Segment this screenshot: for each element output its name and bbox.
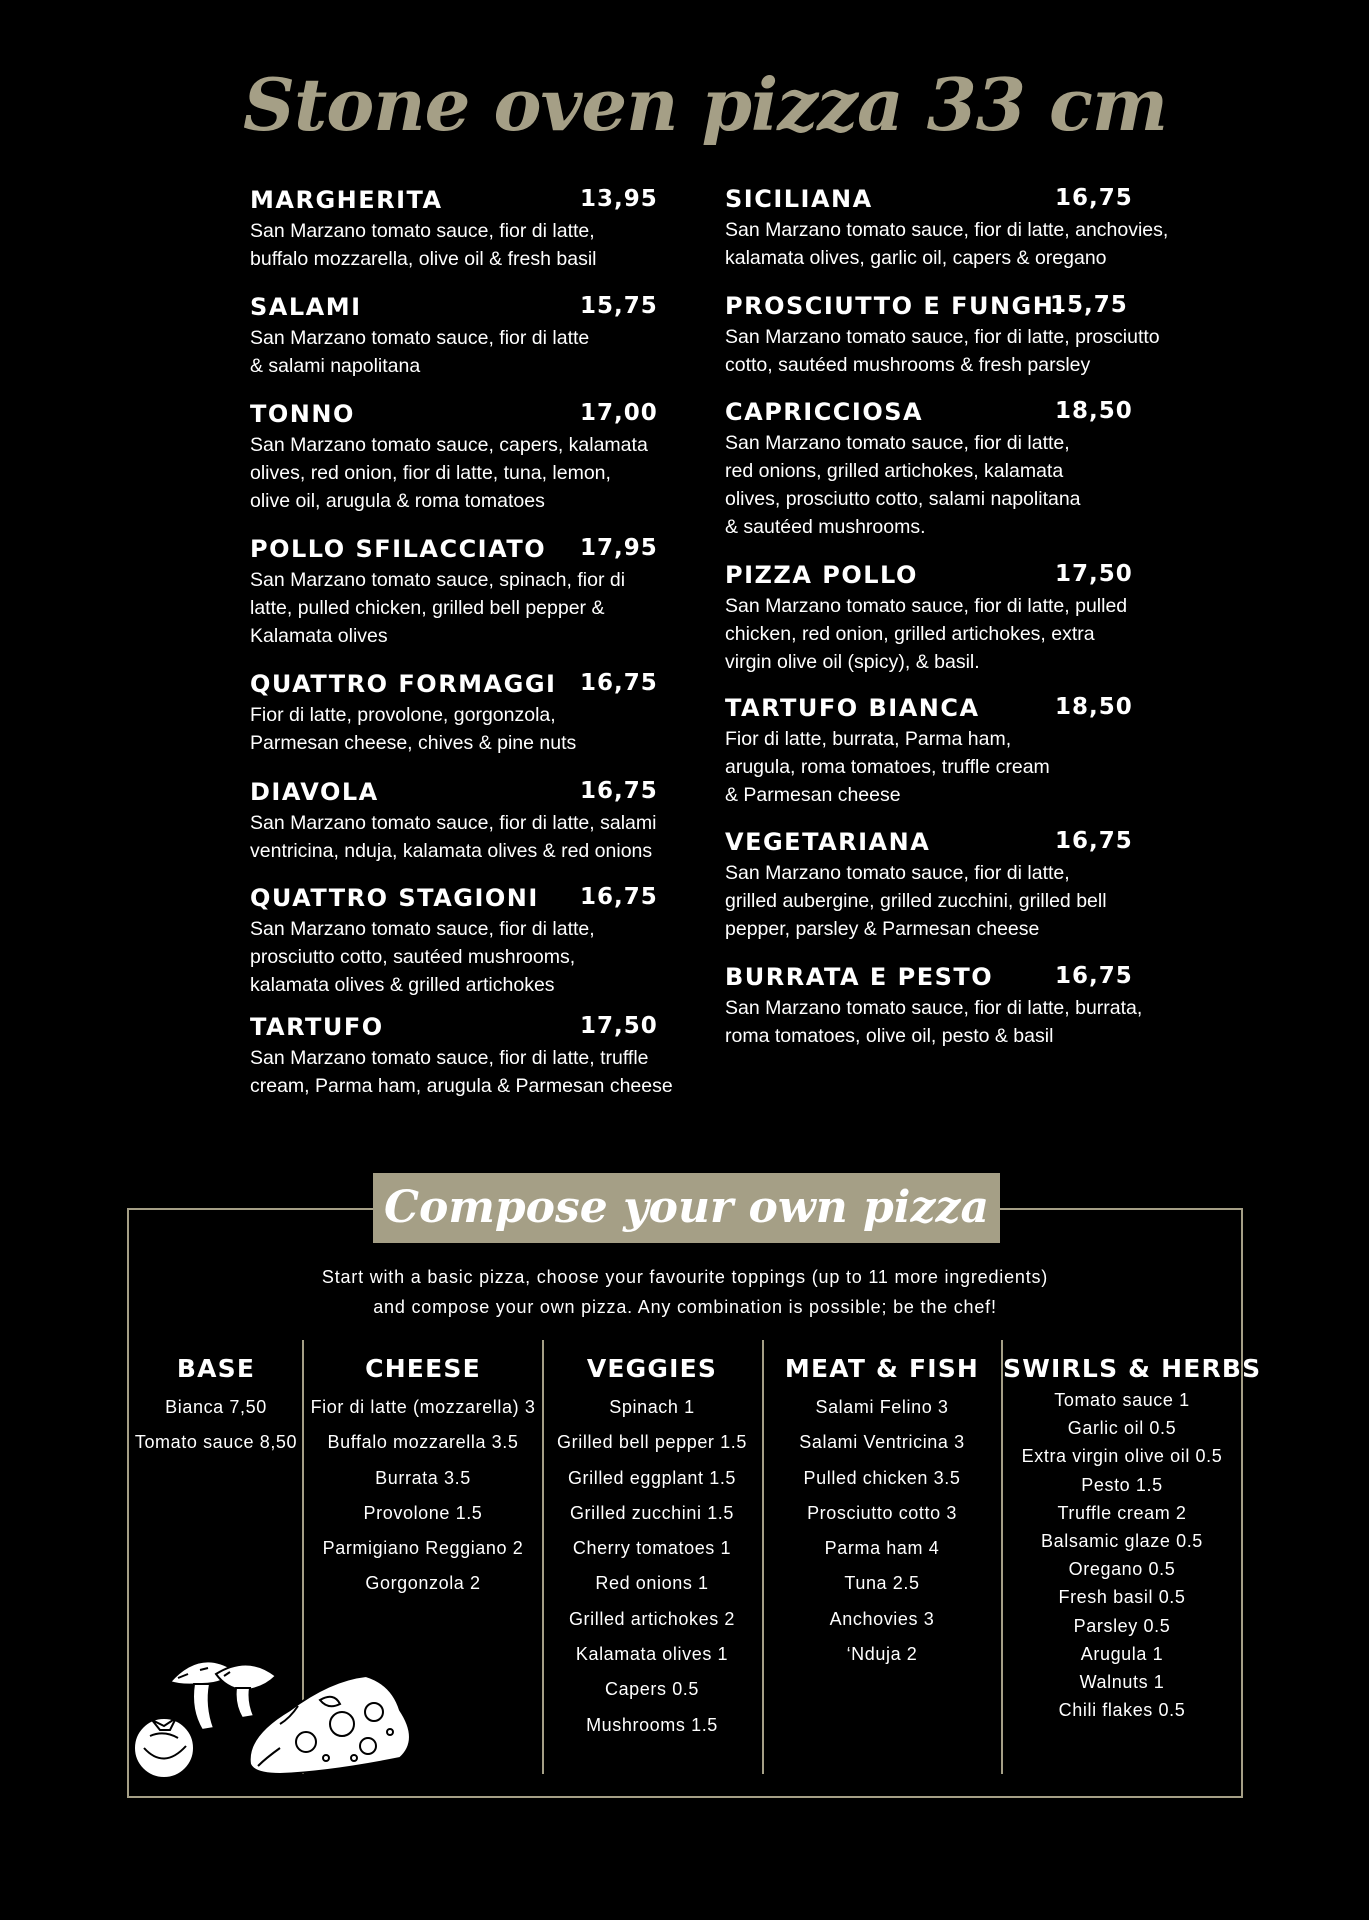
item-description: San Marzano tomato sauce, fior di latte, red onions, grilled artichokes, kalamata olives, prosciutto cotto, salami napolitana & sautéed mushrooms. (725, 432, 1081, 538)
list-item: Grilled artichokes 2 (568, 1608, 736, 1629)
item-description: San Marzano tomato sauce, capers, kalamata olives, red onion, fior di latte, tuna, lemon, olive oil, arugula & roma tomatoes (250, 434, 648, 512)
category-list (132, 1390, 300, 1461)
item-name: DIAVOLA (250, 778, 379, 806)
item-price: 17,00 (580, 400, 658, 426)
mushroom-icon (170, 1661, 276, 1730)
menu-item (725, 292, 1185, 398)
category-meat-fish (764, 1352, 1000, 1672)
item-price: 17,50 (1055, 561, 1133, 587)
item-description: San Marzano tomato sauce, fior di latte, anchovies, kalamata olives, garlic oil, capers & oregano (725, 219, 1169, 269)
item-price: 18,50 (1055, 398, 1133, 424)
list-item: Truffle cream 2 (1057, 1502, 1187, 1523)
list-item: Tuna 2.5 (844, 1573, 920, 1594)
item-price: 17,95 (580, 535, 658, 561)
list-item: Prosciutto cotto 3 (807, 1502, 957, 1523)
list-item: Arugula 1 (1080, 1643, 1164, 1664)
item-name: PIZZA POLLO (725, 561, 918, 589)
list-item: Anchovies 3 (829, 1608, 935, 1629)
item-description: San Marzano tomato sauce, fior di latte, prosciutto cotto, sautéed mushrooms, kalamata olives & grilled artichokes (250, 918, 595, 996)
category-title: BASE (176, 1354, 256, 1383)
list-item: Spinach 1 (609, 1397, 695, 1417)
item-description: Fior di latte, burrata, Parma ham, arugula, roma tomatoes, truffle cream & Parmesan cheese (725, 728, 1050, 806)
menu-item (725, 398, 1185, 561)
item-name: POLLO SFILACCIATO (250, 535, 547, 563)
list-item: Bianca 7,50 (165, 1397, 267, 1417)
item-price: 15,75 (580, 293, 658, 319)
item-price: 13,95 (580, 186, 658, 212)
menu-item (250, 535, 680, 670)
menu-item (250, 670, 680, 778)
item-description: San Marzano tomato sauce, fior di latte & salami napolitana (250, 327, 590, 377)
category-list (1003, 1386, 1241, 1724)
category-list (764, 1390, 1000, 1672)
menu-column-left (250, 186, 680, 1120)
item-price: 16,75 (580, 670, 658, 696)
list-item: Cherry tomatoes 1 (572, 1538, 732, 1559)
menu-column-right (725, 185, 1185, 1070)
list-item: Grilled zucchini 1.5 (569, 1502, 735, 1523)
item-price: 15,75 (1050, 292, 1128, 318)
list-item: Garlic oil 0.5 (1067, 1418, 1177, 1439)
menu-item (250, 186, 680, 293)
item-name: VEGETARIANA (725, 828, 931, 856)
category-swirls-herbs (1003, 1352, 1262, 1724)
tomato-icon (134, 1718, 194, 1778)
pizza-illustration-icon (130, 1640, 510, 1790)
list-item: Parma ham 4 (824, 1538, 940, 1559)
list-item: Walnuts 1 (1079, 1672, 1165, 1693)
item-description: San Marzano tomato sauce, fior di latte, pulled chicken, red onion, grilled artichokes, extra virgin olive oil (spicy), & basil. (725, 595, 1128, 673)
list-item: Burrata 3.5 (375, 1467, 471, 1488)
menu-item (725, 694, 1185, 828)
list-item: Red onions 1 (595, 1573, 709, 1594)
item-name: TARTUFO (250, 1013, 384, 1041)
list-item: Grilled eggplant 1.5 (567, 1467, 737, 1488)
category-veggies (544, 1352, 760, 1743)
list-item: Provolone 1.5 (363, 1502, 483, 1523)
list-item: Capers 0.5 (604, 1679, 700, 1700)
page-title: Stone oven pizza 33 cm (243, 62, 1168, 147)
item-name: SALAMI (250, 293, 362, 321)
menu-item (250, 778, 680, 884)
item-price: 16,75 (1055, 828, 1133, 854)
item-name: CAPRICCIOSA (725, 398, 924, 426)
category-base (132, 1352, 300, 1461)
list-item: Kalamata olives 1 (575, 1644, 729, 1665)
compose-title: Compose your own pizza (373, 1173, 1000, 1243)
category-title: SWIRLS & HERBS (1003, 1354, 1262, 1383)
item-name: QUATTRO STAGIONI (250, 884, 539, 912)
list-item: Mushrooms 1.5 (586, 1714, 718, 1735)
pizza-slice-icon (250, 1664, 416, 1774)
item-description: Fior di latte, provolone, gorgonzola, Parmesan cheese, chives & pine nuts (250, 704, 577, 754)
item-description: San Marzano tomato sauce, fior di latte, buffalo mozzarella, olive oil & fresh basil (250, 220, 597, 270)
item-name: BURRATA E PESTO (725, 963, 994, 991)
item-name: PROSCIUTTO E FUNGHI (725, 292, 1065, 320)
menu-item (250, 293, 680, 400)
list-item: Pulled chicken 3.5 (803, 1467, 961, 1488)
item-price: 16,75 (580, 778, 658, 804)
item-description: San Marzano tomato sauce, fior di latte, burrata, roma tomatoes, olive oil, pesto & basil (725, 997, 1143, 1047)
item-description: San Marzano tomato sauce, fior di latte, prosciutto cotto, sautéed mushrooms & fresh parsley (725, 326, 1160, 376)
list-item: Grilled bell pepper 1.5 (557, 1432, 747, 1453)
item-price: 16,75 (1055, 185, 1133, 211)
menu-item (725, 561, 1185, 694)
list-item: Fior di latte (mozzarella) 3 (310, 1397, 536, 1417)
menu-item (250, 1013, 680, 1120)
category-title: CHEESE (365, 1354, 481, 1383)
item-name: QUATTRO FORMAGGI (250, 670, 557, 698)
item-price: 16,75 (580, 884, 658, 910)
item-description: San Marzano tomato sauce, fior di latte, truffle cream, Parma ham, arugula & Parmesan cheese (250, 1047, 673, 1097)
item-name: SICILIANA (725, 185, 873, 213)
list-item: Salami Felino 3 (815, 1397, 949, 1417)
menu-item (725, 828, 1185, 963)
list-item: Salami Ventricina 3 (799, 1432, 965, 1453)
list-item: Tomato sauce 8,50 (134, 1432, 298, 1453)
category-cheese (304, 1352, 542, 1602)
item-price: 18,50 (1055, 694, 1133, 720)
item-price: 17,50 (580, 1013, 658, 1039)
item-description: San Marzano tomato sauce, fior di latte, salami ventricina, nduja, kalamata olives & red onions (250, 812, 657, 862)
item-name: TARTUFO BIANCA (725, 694, 980, 722)
item-name: TONNO (250, 400, 355, 428)
list-item: Buffalo mozzarella 3.5 (327, 1432, 519, 1453)
compose-intro: Start with a basic pizza, choose your favourite toppings (up to 11 more ingredients) and compose your own pizza. Any combination is possible; be the chef! (321, 1267, 1049, 1317)
list-item: Pesto 1.5 (1081, 1474, 1163, 1495)
menu-item (250, 884, 680, 1013)
menu-item (725, 963, 1185, 1070)
item-name: MARGHERITA (250, 186, 443, 214)
list-item: Extra virgin olive oil 0.5 (1021, 1446, 1223, 1467)
list-item: ‘Nduja 2 (846, 1644, 918, 1665)
category-list (544, 1390, 760, 1743)
list-item: Gorgonzola 2 (365, 1573, 481, 1594)
list-item: Oregano 0.5 (1068, 1559, 1176, 1580)
category-list (304, 1390, 542, 1602)
item-price: 16,75 (1055, 963, 1133, 989)
category-title: MEAT & FISH (784, 1354, 980, 1383)
list-item: Parsley 0.5 (1073, 1615, 1171, 1636)
category-title: VEGGIES (586, 1354, 718, 1383)
item-description: San Marzano tomato sauce, spinach, fior di latte, pulled chicken, grilled bell pepper & Kalamata olives (250, 569, 626, 647)
item-description: San Marzano tomato sauce, fior di latte, grilled aubergine, grilled zucchini, grilled bell pepper, parsley & Parmesan cheese (725, 862, 1107, 940)
list-item: Parmigiano Reggiano 2 (322, 1538, 524, 1559)
list-item: Balsamic glaze 0.5 (1041, 1531, 1203, 1552)
list-item: Fresh basil 0.5 (1058, 1587, 1186, 1608)
menu-item (250, 400, 680, 535)
menu-item (725, 185, 1185, 292)
list-item: Chili flakes 0.5 (1058, 1700, 1186, 1721)
list-item: Tomato sauce 1 (1054, 1390, 1190, 1410)
